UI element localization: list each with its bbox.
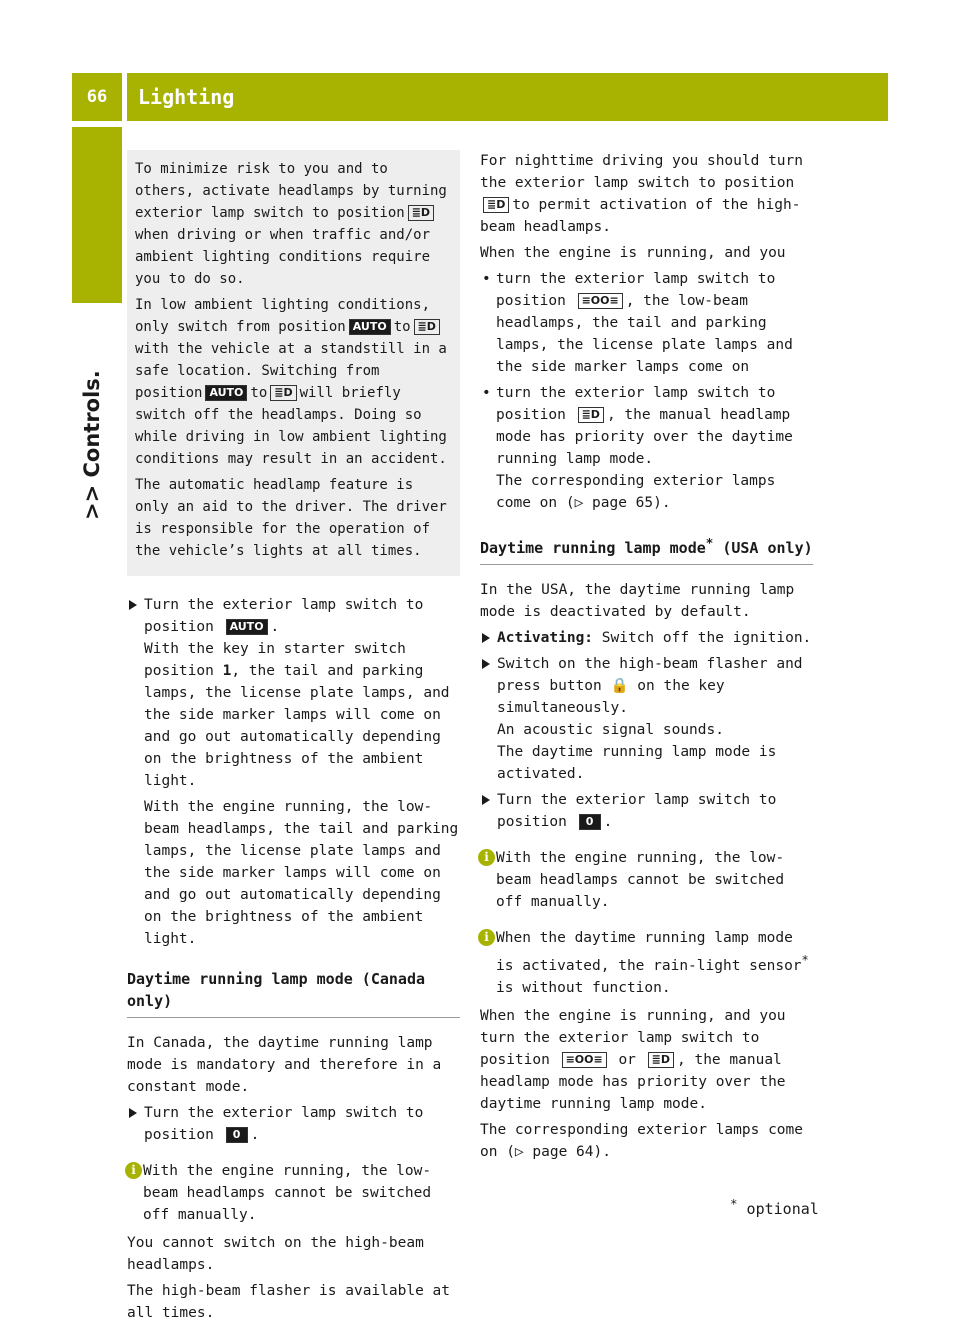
- step-item: Activating: Switch off the ignition.: [480, 627, 813, 649]
- parking-lamp-icon: ≡OO≡: [562, 1052, 607, 1068]
- zero-position-icon: 0: [226, 1127, 248, 1143]
- paragraph: When the engine is running, and you turn the exterior lamp switch to position ≡OO≡ or ≣D , the manual headlamp mode has priority over the daytime running lamp mode.: [480, 1007, 786, 1112]
- step-arrow-icon: [482, 659, 490, 669]
- paragraph: The corresponding exterior lamps come on (▷ page 64).: [480, 1121, 804, 1160]
- warning-box: [127, 150, 460, 576]
- low-beam-icon: ≣D: [408, 205, 434, 221]
- info-note: i When the daytime running lamp mode is activated, the rain-light sensor* is without function.: [480, 927, 813, 999]
- step-item: Turn the exterior lamp switch to position 0 .: [127, 1102, 460, 1146]
- lock-button-icon: 🔒: [610, 678, 629, 694]
- bullet-item: • turn the exterior lamp switch to position ≣D , the manual headlamp mode has priority over the daytime running lamp mode. The corresponding exterior lamps come on (▷ page 65).: [480, 382, 813, 514]
- step-item: Turn the exterior lamp switch to position 0 .: [480, 789, 813, 833]
- header-divider: [122, 73, 127, 121]
- info-note: i With the engine running, the low-beam headlamps cannot be switched off manually.: [127, 1160, 460, 1226]
- section-title: Lighting: [138, 85, 235, 109]
- left-column: [127, 150, 460, 1328]
- heading-usa: Daytime running lamp mode* (USA only): [480, 532, 813, 565]
- paragraph: For nighttime driving you should turn the exterior lamp switch to position≣D to permit activation of the high-beam headlamps.: [480, 153, 804, 235]
- step-arrow-icon: [482, 633, 490, 643]
- low-beam-icon: ≣D: [648, 1052, 674, 1068]
- step-item: Switch on the high-beam flasher and press button 🔒 on the key simultaneously. An acoustic signal sounds. The daytime running lamp mode is activated.: [480, 653, 813, 785]
- page-number: 66: [86, 87, 108, 107]
- low-beam-icon: ≣D: [414, 319, 440, 335]
- paragraph: In the USA, the daytime running lamp mode is deactivated by default.: [480, 582, 795, 620]
- bullet-detail: The corresponding exterior lamps come on (▷ page 65).: [496, 473, 776, 511]
- step-arrow-icon: [129, 600, 137, 610]
- paragraph: In Canada, the daytime running lamp mode is mandatory and therefore in a constant mode.: [127, 1035, 442, 1095]
- warning-paragraph: To minimize risk to you and to others, activate headlamps by turning exterior lamp switch to position ≣Dwhen driving or when traffic and/or ambient lighting conditions require you to do so.: [135, 161, 447, 287]
- step-arrow-icon: [482, 795, 490, 805]
- auto-icon: AUTO: [205, 385, 247, 401]
- step-detail: With the engine running, the low-beam headlamps, the tail and parking lamps, the license plate lamps and the side marker lamps will come on and go out automatically depending on the brightness of the ambient light.: [144, 799, 459, 947]
- step-item: Turn the exterior lamp switch to position AUTO . With the key in starter switch position 1, the tail and parking lamps, the license plate lamps, and the side marker lamps will come on and go out automatically depending on the brightness of the ambient light. With the engine running, the low-beam headlamps, the tail and parking lamps, the license plate lamps and the side marker lamps will come on and go out automatically depending on the brightness of the ambient light.: [127, 594, 460, 950]
- warning-paragraph: In low ambient lighting conditions, only switch from position AUTO to ≣Dwith the vehicle at a standstill in a safe location. Switching from position AUTO to ≣D will briefly switch off the headlamps. Doing so while driving in low ambient lighting conditions may result in an accident.: [135, 297, 447, 467]
- low-beam-icon: ≣D: [578, 407, 604, 423]
- zero-position-icon: 0: [579, 814, 601, 830]
- step-detail: With the key in starter switch position 1, the tail and parking lamps, the license plate lamps, and the side marker lamps will come on and go out automatically depending on the brightness of the ambient light.: [144, 641, 450, 789]
- info-icon: i: [478, 929, 495, 946]
- auto-icon: AUTO: [226, 619, 268, 635]
- bullet-item: • turn the exterior lamp switch to position ≡OO≡ , the low-beam headlamps, the tail and parking lamps, the license plate lamps and the side marker lamps come on: [482, 271, 793, 375]
- step-detail: The daytime running lamp mode is activated.: [497, 744, 777, 782]
- info-icon: i: [478, 849, 495, 866]
- paragraph: You cannot switch on the high-beam headlamps.: [127, 1235, 424, 1273]
- parking-lamp-icon: ≡OO≡: [578, 293, 623, 309]
- auto-icon: AUTO: [349, 319, 391, 335]
- warning-paragraph: The automatic headlamp feature is only an aid to the driver. The driver is responsible for the operation of the vehicle’s lights at all times.: [135, 477, 447, 559]
- info-icon: i: [125, 1162, 142, 1179]
- step-arrow-icon: [129, 1108, 137, 1118]
- low-beam-icon: ≣D: [270, 385, 296, 401]
- sidebar-label: >> Controls.: [80, 370, 104, 520]
- sidebar-block: [72, 127, 122, 303]
- right-column: [480, 150, 813, 1167]
- paragraph: The high-beam flasher is available at all times.: [127, 1283, 451, 1321]
- heading-canada: Daytime running lamp mode (Canada only): [127, 968, 460, 1018]
- info-note: i With the engine running, the low-beam headlamps cannot be switched off manually.: [480, 847, 813, 913]
- low-beam-icon: ≣D: [483, 197, 509, 213]
- footer-note: * optional: [730, 1196, 819, 1218]
- paragraph: When the engine is running, and you: [480, 245, 786, 261]
